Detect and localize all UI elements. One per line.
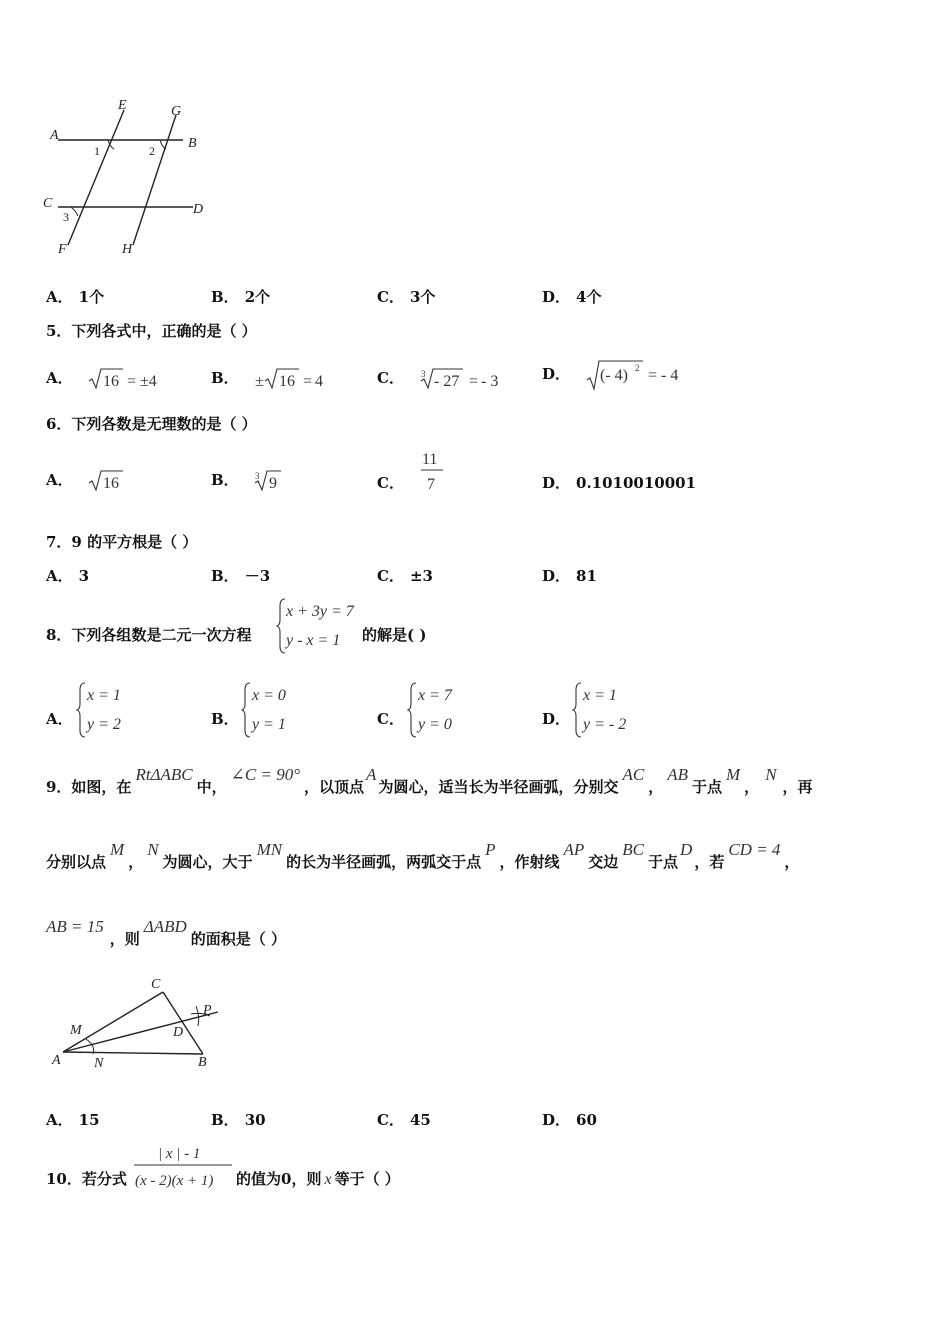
fraction-denominator: 7 — [426, 476, 435, 493]
label-b: B — [198, 1055, 207, 1070]
label-d: D — [173, 1025, 184, 1040]
option-label: A． — [46, 369, 73, 387]
q9-math: M — [110, 840, 125, 859]
option-label: C． — [377, 567, 404, 585]
q9-option-b[interactable] — [211, 1109, 266, 1130]
segment-ab — [63, 1052, 203, 1054]
q9-math: M — [726, 765, 741, 784]
label-c: C — [151, 977, 161, 992]
q8-stem-after: 的解是( ) — [362, 626, 427, 644]
q9-text: ， — [784, 853, 800, 871]
q9-text: ，以顶点 — [304, 778, 365, 796]
option-label: A． — [46, 1111, 73, 1129]
option-label: D． — [542, 567, 571, 585]
q5-option-b[interactable] — [211, 366, 363, 392]
label-h: H — [122, 242, 133, 257]
left-brace — [277, 599, 285, 653]
option-text: 60 — [576, 1111, 597, 1129]
q9-text: 的面积是（ ） — [190, 930, 287, 948]
q6-option-b[interactable] — [211, 468, 293, 494]
arc-p-1 — [196, 1006, 199, 1026]
fraction-denominator: (x - 2)(x + 1) — [135, 1173, 214, 1189]
q8-stem-before: 8．下列各组数是二元一次方程 — [46, 626, 252, 644]
q5-stem: 5．下列各式中，正确的是（ ） — [46, 322, 257, 340]
q9-math: AB = 15 — [46, 917, 104, 936]
q9-option-a[interactable] — [46, 1109, 100, 1130]
q7-option-a[interactable] — [46, 565, 89, 586]
q10-variable-x: x — [324, 1171, 332, 1188]
q8-option-d[interactable] — [542, 708, 570, 729]
option-label: D． — [542, 1111, 571, 1129]
q9-math: N — [147, 840, 159, 859]
option-text: 45 — [409, 1111, 431, 1129]
q9-text: 中， — [196, 778, 227, 796]
exponent: 2 — [634, 363, 640, 373]
radicand: 9 — [269, 475, 278, 492]
q9-math: AC — [622, 765, 645, 784]
q9-math: RtΔABC — [135, 765, 193, 784]
equation-1: x + 3y = 7 — [286, 603, 354, 620]
left-brace — [408, 683, 416, 737]
radicand: - 27 — [433, 373, 460, 390]
q5-b-math — [253, 366, 363, 392]
option-label: B． — [211, 471, 239, 489]
q5-option-c[interactable] — [377, 366, 529, 392]
equation-1: x = 1 — [583, 687, 617, 704]
q5-a-math — [87, 366, 197, 392]
q6-option-a[interactable] — [46, 468, 137, 494]
triangle-abc-figure — [48, 970, 228, 1080]
q10-stem-start: 10．若分式 — [46, 1170, 127, 1188]
segment-cb — [163, 992, 203, 1054]
equation-1: x = 1 — [87, 687, 121, 704]
q9-math: ΔABD — [143, 917, 187, 936]
line-gh — [133, 115, 176, 245]
option-text: 2个 — [244, 288, 271, 306]
q9-text: ，作射线 — [499, 853, 560, 871]
rhs-value: - 4 — [660, 367, 679, 384]
q9-text: ，再 — [782, 778, 813, 796]
left-brace — [77, 683, 85, 737]
q4-option-c[interactable] — [377, 286, 435, 307]
q9-text: 分别以点 — [46, 853, 107, 871]
label-e: E — [118, 98, 127, 113]
option-text: ±3 — [409, 567, 433, 585]
q9-text: ，则 — [109, 930, 140, 948]
equation-2: y = 1 — [252, 716, 286, 733]
q9-text: ， — [744, 778, 760, 796]
option-label: D． — [542, 474, 571, 492]
option-label: C． — [377, 288, 404, 306]
q8-equation-system — [276, 596, 366, 656]
rhs-value: - 3 — [480, 373, 499, 390]
q7-stem: 7．9 的平方根是（ ） — [46, 533, 198, 551]
q9-math: MN — [256, 840, 283, 859]
label-c: C — [43, 196, 53, 211]
option-label: B． — [211, 288, 239, 306]
option-label: B． — [211, 567, 239, 585]
option-label: C． — [377, 1111, 404, 1129]
q5-option-a[interactable] — [46, 366, 197, 392]
left-brace — [242, 683, 250, 737]
option-label: D． — [542, 288, 571, 306]
fraction-numerator: 11 — [421, 451, 438, 468]
option-label: C． — [377, 710, 404, 728]
q8-option-a[interactable] — [46, 708, 73, 729]
q6-option-d[interactable] — [542, 472, 696, 493]
q9-math: A — [366, 765, 377, 784]
q9-line-3 — [46, 917, 287, 956]
q9-option-d[interactable] — [542, 1109, 597, 1130]
q9-text: ，若 — [694, 853, 725, 871]
label-a: A — [52, 1053, 61, 1068]
q9-math: BC — [622, 840, 645, 859]
q9-math: D — [680, 840, 693, 859]
equals: = — [303, 373, 313, 390]
label-d: D — [193, 202, 204, 217]
q5-c-math — [419, 366, 529, 392]
q10-text: 的值为 — [236, 1170, 282, 1188]
option-label: B． — [211, 369, 239, 387]
line-ef — [68, 110, 124, 245]
rhs: = ±4 — [127, 373, 158, 390]
q9-math: ∠C = 90° — [230, 765, 301, 784]
equation-2: y = - 2 — [583, 716, 627, 733]
angle-3-arc — [71, 207, 78, 216]
q9-text: 为圆心，大于 — [162, 853, 253, 871]
q9-math: CD = 4 — [728, 840, 781, 859]
equation-1: x = 7 — [418, 687, 452, 704]
option-label: B． — [211, 710, 239, 728]
equation-2: y - x = 1 — [286, 632, 341, 649]
q9-text: ， — [128, 853, 144, 871]
q9-option-c[interactable] — [377, 1109, 431, 1130]
q8-d-system — [572, 680, 662, 740]
q9-text: 交边 — [588, 853, 619, 871]
equals: = — [468, 373, 478, 390]
root-index: 3 — [255, 471, 260, 481]
equation-2: y = 0 — [418, 716, 452, 733]
q6-c-math — [419, 446, 455, 496]
q9-text: 于点 — [648, 853, 679, 871]
option-text: 4个 — [576, 288, 602, 306]
q4-option-d[interactable] — [542, 286, 601, 307]
option-label: A． — [46, 710, 73, 728]
q10-stem-end — [236, 1168, 400, 1189]
option-label: A． — [46, 567, 73, 585]
q8-option-c[interactable] — [377, 708, 404, 729]
option-label: A． — [46, 471, 73, 489]
q9-text: ， — [648, 778, 664, 796]
q10-text: 等于（ ） — [334, 1170, 400, 1188]
q8-b-system — [241, 680, 321, 740]
q9-line-1 — [46, 765, 813, 804]
label-g: G — [171, 104, 182, 119]
option-label: D． — [542, 365, 571, 383]
q9-math: P — [485, 840, 496, 859]
q7-option-c[interactable] — [377, 565, 433, 586]
option-label: B． — [211, 1111, 239, 1129]
q10-zero: 0 — [281, 1170, 292, 1188]
plus-minus: ± — [255, 373, 265, 390]
parallel-lines-figure — [38, 95, 218, 265]
segment-ac — [63, 992, 163, 1052]
option-text: 15 — [78, 1111, 100, 1129]
q6-stem: 6．下列各数是无理数的是（ ） — [46, 415, 257, 433]
radicand-base: (- 4) — [599, 367, 628, 384]
q5-option-d[interactable] — [542, 358, 705, 392]
label-m: M — [70, 1023, 82, 1038]
option-label: C． — [377, 369, 404, 387]
q9-math: N — [765, 765, 777, 784]
label-b: B — [188, 136, 197, 151]
q10-fraction — [132, 1140, 237, 1194]
label-angle-1: 1 — [94, 144, 100, 158]
q9-math: AP — [563, 840, 585, 859]
q8-option-b[interactable] — [211, 708, 239, 729]
q8-c-system — [407, 680, 487, 740]
equation-1: x = 0 — [252, 687, 286, 704]
left-brace — [573, 683, 581, 737]
equals: = — [647, 367, 657, 384]
option-text: 30 — [244, 1111, 266, 1129]
radicand: 16 — [103, 475, 120, 492]
option-label: C． — [377, 474, 404, 492]
fraction-numerator: | x | - 1 — [158, 1146, 201, 1162]
option-text: 0.1010010001 — [576, 474, 697, 492]
q10-text: ，则 — [291, 1170, 322, 1188]
radicand: 16 — [103, 373, 120, 390]
label-n: N — [94, 1056, 104, 1071]
q9-math: AB — [667, 765, 688, 784]
q9-text: 为圆心，适当长为半径画弧，分别交 — [378, 778, 619, 796]
ray-ap — [63, 1012, 218, 1052]
label-f: F — [58, 242, 67, 257]
q6-b-math — [253, 468, 293, 494]
option-text: 81 — [576, 567, 597, 585]
label-a: A — [50, 128, 59, 143]
q6-a-math — [87, 468, 137, 494]
q4-option-a[interactable] — [46, 286, 104, 307]
label-p: P — [203, 1003, 212, 1018]
option-text: 3 — [78, 567, 90, 585]
q9-text: 9．如图，在 — [46, 778, 132, 796]
radicand: 16 — [279, 373, 296, 390]
option-label: A． — [46, 288, 73, 306]
option-text: －3 — [244, 567, 271, 585]
label-angle-3: 3 — [63, 210, 69, 224]
q7-option-b[interactable] — [211, 565, 270, 586]
option-text: 3个 — [409, 288, 436, 306]
q9-text: 于点 — [691, 778, 722, 796]
q9-text: 的长为半径画弧，两弧交于点 — [286, 853, 482, 871]
q8-a-system — [76, 680, 156, 740]
q7-option-d[interactable] — [542, 565, 597, 586]
rhs-value: 4 — [315, 373, 324, 390]
q4-option-b[interactable] — [211, 286, 270, 307]
root-index: 3 — [420, 369, 426, 379]
option-text: 1个 — [78, 288, 105, 306]
q9-line-2 — [46, 840, 800, 879]
q6-option-c[interactable] — [377, 446, 455, 496]
equation-2: y = 2 — [87, 716, 121, 733]
option-label: D． — [542, 710, 571, 728]
label-angle-2: 2 — [149, 144, 155, 158]
q5-d-math — [585, 358, 705, 392]
